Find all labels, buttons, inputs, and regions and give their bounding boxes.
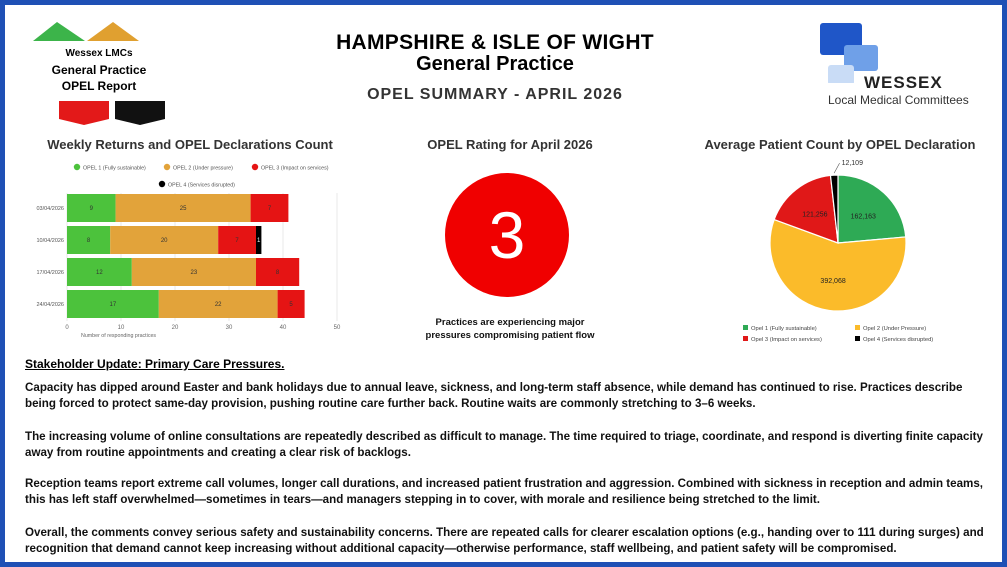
logo-black-shield — [115, 101, 165, 125]
pie-value-label: 12,109 — [841, 160, 863, 168]
legend-marker — [855, 325, 860, 330]
brand-name: WESSEX — [864, 73, 943, 92]
bar-value-label: 7 — [235, 238, 239, 244]
logo-amber-house — [87, 22, 139, 41]
y-tick-label: 03/04/2026 — [36, 206, 64, 212]
bar-value-label: 5 — [289, 302, 293, 308]
bar-value-label: 9 — [89, 206, 93, 212]
weekly-chart-title: Weekly Returns and OPEL Declarations Count — [47, 137, 333, 152]
weekly-opel-bar-chart — [19, 157, 359, 347]
rating-caption-line2: pressures compromising patient flow — [425, 330, 595, 341]
legend-label: Opel 1 (Fully sustainable) — [751, 326, 817, 332]
average-chart-title: Average Patient Count by OPEL Declaration — [704, 137, 976, 152]
y-tick-label: 10/04/2026 — [36, 238, 64, 244]
legend-marker — [855, 336, 860, 341]
x-tick-label: 40 — [279, 325, 287, 331]
stakeholder-paragraph-3: Reception teams report extreme call volumes, longer call durations, and increased patient frustration and aggression. Combined with sickness in reception and admin teams, this has left staff overwhelmed—sometimes in tears—and managers stepping in to cover, with morale and resilience being stretched to the limit. — [25, 477, 984, 506]
stakeholder-paragraph-4: Overall, the comments convey serious safety and sustainability concerns. There are repeated calls for clearer escalation options (e.g., handing over to 111 during surges) and recognition that demand cannot keep increasing without additional capacity—otherwise performance, staff wellbeing, and patient safety will be compromised. — [25, 526, 984, 555]
y-tick-label: 24/04/2026 — [36, 302, 64, 308]
legend-label: Opel 4 (Services disrupted) — [863, 337, 934, 343]
bar-value-label: 7 — [267, 206, 272, 212]
opel-rating-badge — [442, 170, 572, 300]
bar-value-label: 23 — [190, 270, 198, 276]
stakeholder-paragraph-2: The increasing volume of online consultations are repeatedly described as difficult to manage. The time required to triage, coordinate, and respond is diverting finite capacity away from routine appointments and creating a clear risk of backlogs. — [25, 430, 983, 459]
legend-marker — [252, 164, 258, 170]
logo-red-shield — [59, 101, 109, 125]
x-tick-label: 10 — [117, 325, 125, 331]
legend-label: OPEL 3 (Impact on services) — [261, 165, 329, 172]
x-tick-label: 20 — [171, 325, 179, 331]
x-tick-label: 0 — [65, 325, 69, 331]
legend-label: OPEL 1 (Fully sustainable) — [83, 165, 146, 172]
bar-value-label: 20 — [160, 238, 168, 244]
legend-label: Opel 3 (Impact on services) — [751, 337, 822, 343]
x-axis-label: Number of responding practices — [81, 333, 157, 339]
legend-marker — [743, 336, 748, 341]
logo-green-house — [33, 22, 85, 41]
brand-square-light — [828, 65, 854, 83]
brand-subtitle: Local Medical Committees — [828, 93, 969, 107]
x-tick-label: 50 — [333, 325, 341, 331]
legend-marker — [743, 325, 748, 330]
y-tick-label: 17/04/2026 — [36, 270, 64, 276]
page-subtitle: General Practice — [416, 53, 574, 75]
bar-value-label: 8 — [86, 238, 91, 244]
bar-value-label: 12 — [96, 270, 103, 276]
rating-title: OPEL Rating for April 2026 — [427, 137, 593, 152]
x-tick-label: 30 — [225, 325, 233, 331]
wessex-lmc-logo — [29, 17, 169, 129]
stakeholder-paragraph-1: Capacity has dipped around Easter and bank holidays due to annual leave, sickness, and long-term staff absence, while demand has continued to rise. Practices describe being forced to protect same-day provision, pushing routine care further back. Routine waits are commonly stretching to 3–6 weeks. — [25, 381, 963, 410]
average-patient-pie-chart — [735, 160, 985, 350]
bar-value-label: 17 — [109, 302, 117, 308]
legend-marker — [159, 181, 165, 187]
page-title: HAMPSHIRE & ISLE OF WIGHT — [336, 31, 654, 54]
rating-caption-line1: Practices are experiencing major — [435, 317, 585, 328]
legend-label: OPEL 4 (Services disrupted) — [168, 182, 235, 189]
pie-leader-line — [834, 163, 839, 173]
pie-slice — [838, 175, 906, 243]
bar-value-label: 8 — [275, 270, 280, 276]
rating-caption — [415, 316, 605, 342]
pie-value-label: 162,163 — [850, 213, 876, 221]
legend-marker — [164, 164, 170, 170]
wessex-brand-logo — [820, 23, 990, 113]
stakeholder-title: Stakeholder Update: Primary Care Pressures. — [25, 357, 285, 371]
legend-label: Opel 2 (Under Pressure) — [863, 326, 927, 332]
pie-value-label: 392,068 — [820, 278, 846, 286]
summary-title: OPEL SUMMARY - APRIL 2026 — [367, 86, 623, 103]
legend-label: OPEL 2 (Under pressure) — [173, 165, 233, 172]
bar-value-label: 1 — [257, 238, 261, 244]
report-line1: General Practice — [51, 63, 147, 77]
legend-marker — [74, 164, 80, 170]
org-name: Wessex LMCs — [65, 48, 133, 59]
bar-value-label: 25 — [179, 206, 187, 212]
report-line2: OPEL Report — [61, 79, 137, 93]
rating-number: 3 — [488, 198, 526, 272]
bar-value-label: 22 — [214, 302, 222, 308]
pie-value-label: 121,256 — [802, 211, 828, 219]
